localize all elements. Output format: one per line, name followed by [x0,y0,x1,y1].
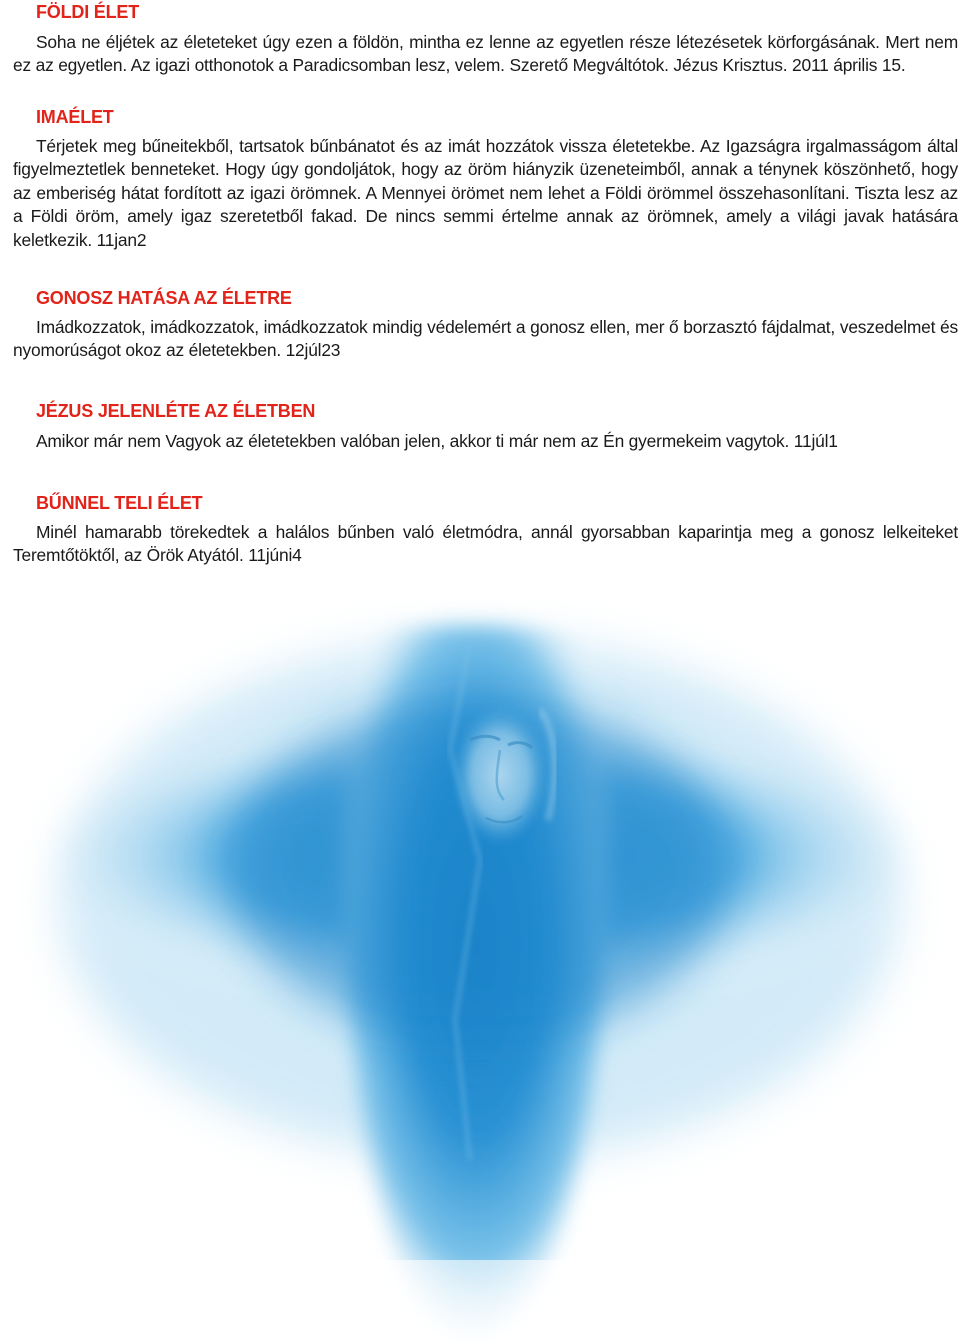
section-body-foldi-elet: Soha ne éljétek az életeteket úgy ezen a földön, mintha ez lenne az egyetlen része létezésetek körforgásának. Mert nem ez az egyetlen. Az igazi otthonotok a Paradicsomban lesz, velem. Szerető Megváltótok. Jézus Krisztus. 2011 április 15. [13,32,958,76]
section-body-jezus-jelenlete: Amikor már nem Vagyok az életetekben valóban jelen, akkor ti már nem az Én gyermekeim vagytok. 11júl1 [36,431,838,451]
section-heading-foldi-elet: FÖLDI ÉLET [36,2,139,22]
section-heading-imaelet: IMAÉLET [36,107,114,127]
section-body-gonosz-hatasa: Imádkozzatok, imádkozzatok, imádkozzatok mindig védelemért a gonosz ellen, mer ő borzasztó fájdalmat, veszedelmet és nyomorúságot okoz az életetekben. 12júl23 [13,317,958,361]
section-heading-jezus-jelenlete: JÉZUS JELENLÉTE AZ ÉLETBEN [36,401,316,421]
section-body-bunnel-teli-elet: Minél hamarabb törekedtek a halálos bűnben való életmódra, annál gyorsabban kaparintja meg a gonosz lelkeiteket Teremtőtöktől, az Örök Atyától. 11júni4 [13,522,958,566]
blue-cross-face-illustration [0,600,960,1342]
section-body-imaelet: Térjetek meg bűneitekből, tartsatok bűnbánatot és az imát hozzátok vissza életetekbe. Az Igazságra irgalmasságom által figyelmeztetlek benneteket. Hogy úgy gondoljátok, hogy az öröm hiányzik üzeneteimből, annak a ténynek köszönhető, hogy az emberiség hátat fordított az igazi örömnek. A Mennyei örömet nem lehet a Földi örömmel összehasonlítani. Tiszta lesz az a Földi öröm, amely igaz szeretetből fakad. De nincs semmi értelme annak az örömnek, amely a világi javak hatására keletkezik. 11jan2 [13,136,958,250]
bottom-fade [0,1260,960,1342]
section-heading-gonosz-hatasa: GONOSZ HATÁSA AZ ÉLETRE [36,288,292,308]
section-heading-bunnel-teli-elet: BŰNNEL TELI ÉLET [36,493,203,513]
